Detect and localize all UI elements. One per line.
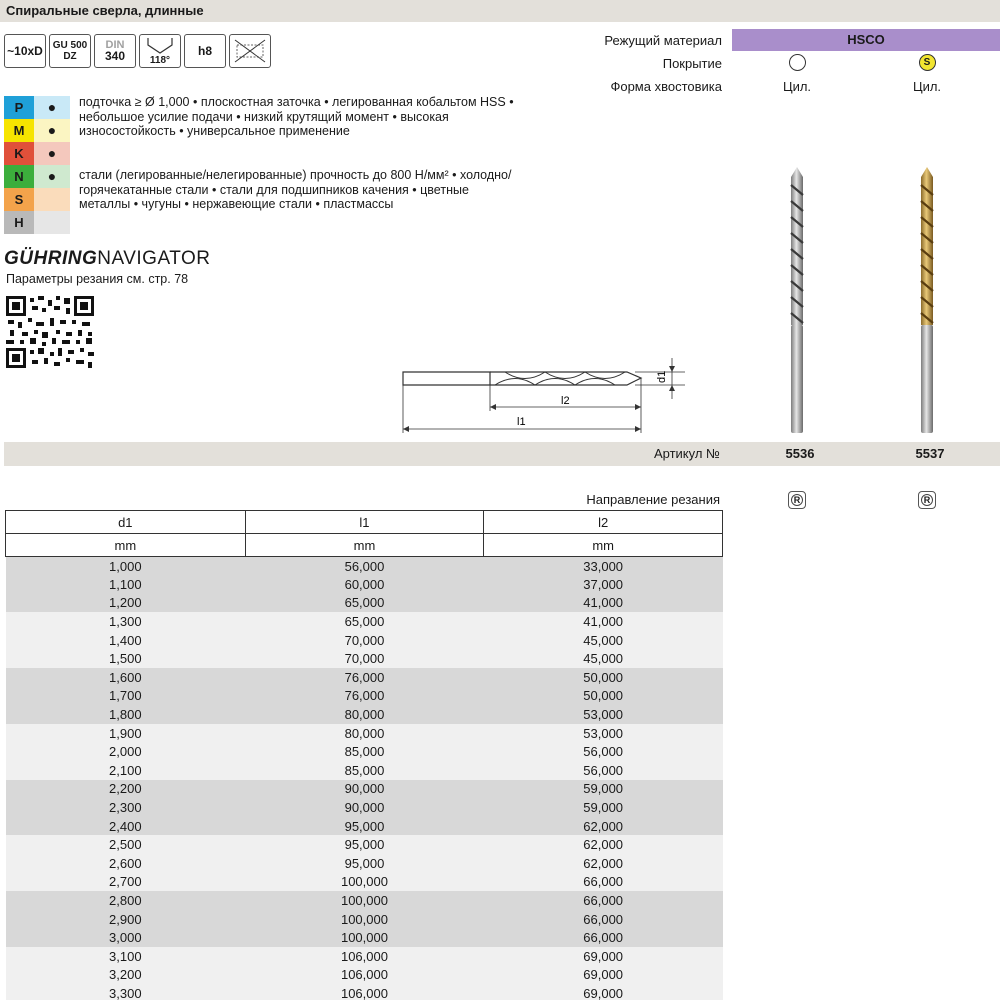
cutting-params-note: Параметры резания см. стр. 78 [6, 272, 189, 286]
no-coolant-icon [229, 34, 271, 68]
table-cell: 1,300 [6, 612, 246, 631]
table-row [6, 984, 723, 1000]
table-cell: 106,000 [245, 966, 484, 985]
article-number[interactable]: 5537 [915, 446, 945, 461]
table-cell: 2,400 [6, 817, 246, 836]
table-cell: 80,000 [245, 705, 484, 724]
features-text: подточка ≥ Ø 1,000 • плоскостная заточка • легированная кобальтом HSS • небольшое усилие подачи • низкий крутящий момент • высокая износостойкость • универсальное применение [79, 95, 514, 138]
logo-bold-part: GÜHRING [4, 248, 98, 269]
coating-s-icon: S [919, 54, 936, 71]
din-340-icon [94, 34, 136, 68]
table-cell: 95,000 [245, 854, 484, 873]
iso-row-k [4, 142, 70, 165]
table-cell: 70,000 [245, 631, 484, 650]
table-cell: 2,300 [6, 798, 246, 817]
table-cell: 85,000 [245, 761, 484, 780]
table-cell: 1,200 [6, 594, 246, 613]
table-cell: 76,000 [245, 687, 484, 706]
column-header: l2 [484, 511, 723, 534]
table-cell: 33,000 [484, 557, 723, 576]
iso-material-groups [4, 96, 70, 234]
table-cell: 56,000 [245, 557, 484, 576]
point-angle-icon [139, 34, 181, 68]
table-row [6, 854, 723, 873]
table-row [6, 612, 723, 631]
table-cell: 41,000 [484, 594, 723, 613]
shank-value: Цил. [782, 79, 812, 94]
icon-label: ~10xD [7, 43, 43, 58]
table-row [6, 966, 723, 985]
table-row [6, 947, 723, 966]
table-cell: 53,000 [484, 705, 723, 724]
table-row [6, 761, 723, 780]
iso-dot [34, 211, 70, 234]
shank-value: Цил. [912, 79, 942, 94]
drill-image-5537 [910, 165, 944, 435]
article-label: Артикул № [653, 446, 720, 461]
icon-label: 340 [104, 49, 126, 63]
icon-label: h8 [197, 43, 212, 58]
table-row [6, 631, 723, 650]
table-cell: 59,000 [484, 798, 723, 817]
table-row [6, 891, 723, 910]
table-cell: 65,000 [245, 594, 484, 613]
no-coating-icon [789, 54, 806, 71]
table-cell: 41,000 [484, 612, 723, 631]
drill-image-5536 [780, 165, 814, 435]
table-cell: 69,000 [484, 966, 723, 985]
material-row [540, 29, 1000, 51]
table-cell: 85,000 [245, 742, 484, 761]
table-cell: 2,700 [6, 873, 246, 892]
iso-row-n [4, 165, 70, 188]
iso-letter: P [4, 96, 34, 119]
iso-letter: H [4, 211, 34, 234]
gu500-dz-icon [49, 34, 91, 68]
table-cell: 1,000 [6, 557, 246, 576]
table-row [6, 798, 723, 817]
guhring-navigator-logo[interactable] [4, 248, 210, 270]
table-cell: 1,900 [6, 724, 246, 743]
page-title: Спиральные сверла, длинные [6, 3, 204, 18]
article-bar [4, 442, 1000, 466]
table-cell: 100,000 [245, 891, 484, 910]
iso-row-h [4, 211, 70, 234]
table-cell: 2,100 [6, 761, 246, 780]
table-cell: 66,000 [484, 910, 723, 929]
table-cell: 1,600 [6, 668, 246, 687]
table-cell: 1,700 [6, 687, 246, 706]
table-cell: 53,000 [484, 724, 723, 743]
table-cell: 3,000 [6, 928, 246, 947]
iso-dot: ● [34, 165, 70, 188]
property-icons [4, 34, 271, 68]
table-cell: 1,800 [6, 705, 246, 724]
logo-thin-part: NAVIGATOR [97, 248, 211, 269]
table-units-row [6, 534, 723, 557]
iso-letter: M [4, 119, 34, 142]
table-cell: 2,500 [6, 835, 246, 854]
cut-direction-label: Направление резания [586, 492, 720, 507]
table-cell: 106,000 [245, 984, 484, 1000]
l2-label: l2 [561, 395, 570, 407]
table-row [6, 910, 723, 929]
drill-technical-drawing [395, 355, 695, 440]
table-row [6, 742, 723, 761]
table-row [6, 594, 723, 613]
table-cell: 62,000 [484, 817, 723, 836]
unit-header: mm [484, 534, 723, 557]
iso-dot: ● [34, 96, 70, 119]
table-row [6, 557, 723, 576]
table-cell: 62,000 [484, 835, 723, 854]
iso-row-m [4, 119, 70, 142]
table-row [6, 873, 723, 892]
table-cell: 3,200 [6, 966, 246, 985]
icon-label: DIN [105, 39, 125, 51]
table-cell: 100,000 [245, 928, 484, 947]
table-cell: 80,000 [245, 724, 484, 743]
table-cell: 37,000 [484, 575, 723, 594]
iso-row-p [4, 96, 70, 119]
table-cell: 2,800 [6, 891, 246, 910]
shank-row [540, 75, 1000, 97]
iso-dot: ● [34, 119, 70, 142]
table-cell: 2,900 [6, 910, 246, 929]
iso-letter: S [4, 188, 34, 211]
coating-row [540, 52, 1000, 74]
table-cell: 76,000 [245, 668, 484, 687]
icon-label: 118° [149, 54, 171, 66]
column-header: l1 [245, 511, 484, 534]
tolerance-h8-icon [184, 34, 226, 68]
table-row [6, 649, 723, 668]
table-cell: 3,100 [6, 947, 246, 966]
table-cell: 2,600 [6, 854, 246, 873]
column-header: d1 [6, 511, 246, 534]
table-header-row [6, 511, 723, 534]
table-cell: 60,000 [245, 575, 484, 594]
table-row [6, 705, 723, 724]
table-cell: 1,500 [6, 649, 246, 668]
iso-letter: K [4, 142, 34, 165]
iso-row-s [4, 188, 70, 211]
table-row [6, 687, 723, 706]
table-cell: 2,000 [6, 742, 246, 761]
article-number[interactable]: 5536 [785, 446, 815, 461]
material-value: HSCO [732, 29, 1000, 51]
table-cell: 3,300 [6, 984, 246, 1000]
table-row [6, 668, 723, 687]
table-row [6, 835, 723, 854]
drill-point-icon [145, 37, 175, 55]
table-row [6, 575, 723, 594]
table-cell: 66,000 [484, 891, 723, 910]
coating-label: Покрытие [662, 56, 722, 71]
table-cell: 50,000 [484, 668, 723, 687]
iso-letter: N [4, 165, 34, 188]
table-cell: 66,000 [484, 873, 723, 892]
table-cell: 45,000 [484, 631, 723, 650]
table-cell: 1,400 [6, 631, 246, 650]
shank-label: Форма хвостовика [610, 79, 722, 94]
right-hand-cut-icon: R [918, 491, 936, 509]
d1-label: d1 [656, 370, 668, 383]
table-cell: 106,000 [245, 947, 484, 966]
dimensions-table [5, 510, 723, 1000]
right-hand-cut-icon: R [788, 491, 806, 509]
table-cell: 69,000 [484, 947, 723, 966]
iso-dot: ● [34, 142, 70, 165]
table-cell: 66,000 [484, 928, 723, 947]
table-cell: 100,000 [245, 873, 484, 892]
table-row [6, 724, 723, 743]
table-cell: 95,000 [245, 835, 484, 854]
table-cell: 90,000 [245, 798, 484, 817]
icon-label: DZ [63, 51, 77, 62]
iso-dot [34, 188, 70, 211]
table-cell: 90,000 [245, 780, 484, 799]
table-cell: 70,000 [245, 649, 484, 668]
table-row [6, 928, 723, 947]
material-label: Режущий материал [604, 33, 722, 48]
table-row [6, 817, 723, 836]
table-cell: 59,000 [484, 780, 723, 799]
table-cell: 2,200 [6, 780, 246, 799]
table-row [6, 780, 723, 799]
unit-header: mm [245, 534, 484, 557]
qr-code-icon[interactable] [6, 296, 94, 368]
length-10xd-icon [4, 34, 46, 68]
table-cell: 69,000 [484, 984, 723, 1000]
table-cell: 95,000 [245, 817, 484, 836]
l1-label: l1 [517, 416, 526, 428]
title-bar [0, 0, 1000, 22]
table-cell: 56,000 [484, 742, 723, 761]
table-cell: 50,000 [484, 687, 723, 706]
table-cell: 100,000 [245, 910, 484, 929]
table-cell: 56,000 [484, 761, 723, 780]
unit-header: mm [6, 534, 246, 557]
table-cell: 65,000 [245, 612, 484, 631]
table-cell: 1,100 [6, 575, 246, 594]
table-cell: 45,000 [484, 649, 723, 668]
table-cell: 62,000 [484, 854, 723, 873]
materials-text: стали (легированные/нелегированные) прочность до 800 Н/мм² • холодно/горячекатанные стали • стали для подшипников качения • цветные металлы • чугуны • нержавеющие стали • пластмассы [79, 168, 512, 211]
icon-label: GU 500 [52, 40, 88, 51]
